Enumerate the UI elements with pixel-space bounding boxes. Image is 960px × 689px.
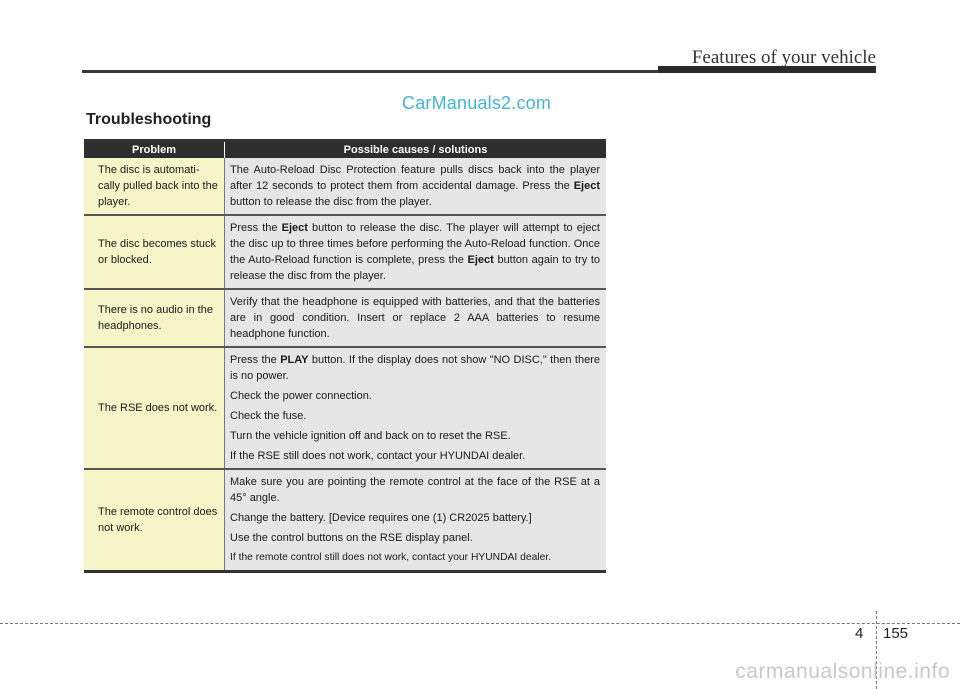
solution-text: Make sure you are pointing the remote control at the face of the RSE at a 45° angle. — [230, 476, 600, 504]
solution-text: Check the power connection. — [230, 390, 372, 402]
solution-cell — [225, 347, 607, 469]
table-row — [84, 215, 606, 289]
watermark-top: CarManuals2.com — [402, 93, 552, 113]
solution-cell — [225, 158, 607, 215]
solution-text: Press the PLAY button. If the display does not show "NO DISC," then there is no power. — [230, 354, 600, 382]
solution-text: Check the fuse. — [230, 410, 307, 422]
solution-text: Verify that the headphone is equipped with batteries, and that the batteries are in good condition. Insert or replace 2 AAA batteries to resume headphone function. — [230, 296, 600, 340]
table-row — [84, 469, 606, 572]
table-row — [84, 347, 606, 469]
solution-cell — [225, 215, 607, 289]
header-rule — [82, 70, 658, 73]
solution-text: The Auto-Reload Disc Protection feature pulls discs back into the player after 12 seconds to protect them from accidental damage. Press the Eject button to release the disc from the player. — [230, 164, 600, 208]
section-title: Features of your vehicle — [691, 47, 876, 68]
problem-cell: The disc becomes stuck or blocked. — [84, 215, 225, 289]
solution-text: Turn the vehicle ignition off and back on to reset the RSE. — [230, 430, 511, 442]
solution-text: Change the battery. [Device requires one (1) CR2025 battery.] — [230, 512, 532, 524]
problem-cell: The disc is automati-cally pulled back into the player. — [84, 158, 225, 215]
solution-text: Use the control buttons on the RSE display panel. — [230, 532, 473, 544]
solution-cell — [225, 469, 607, 572]
table-row — [84, 289, 606, 347]
troubleshooting-table — [84, 139, 606, 573]
problem-cell: The RSE does not work. — [84, 347, 225, 469]
footer-rule — [0, 623, 960, 624]
solution-cell — [225, 289, 607, 347]
solution-text: If the remote control still does not work, contact your HYUNDAI dealer. — [230, 552, 552, 563]
chapter-number: 4 — [855, 625, 864, 642]
column-header-problem: Problem — [84, 141, 225, 159]
watermark-bottom: carmanualsonline.info — [735, 660, 950, 683]
solution-text: If the RSE still does not work, contact your HYUNDAI dealer. — [230, 450, 526, 462]
table-row — [84, 158, 606, 215]
solution-text: Press the Eject button to release the disc. The player will attempt to eject the disc up to three times before performing the Auto-Reload function. Once the Auto-Reload function is complete, press the Eject button again to try to release the disc from the player. — [230, 222, 600, 282]
problem-cell: There is no audio in the headphones. — [84, 289, 225, 347]
page-number: 155 — [883, 625, 909, 642]
problem-cell: The remote control does not work. — [84, 469, 225, 572]
table-header-row — [84, 141, 606, 159]
page-heading: Troubleshooting — [86, 111, 212, 128]
column-header-solutions: Possible causes / solutions — [225, 141, 607, 159]
